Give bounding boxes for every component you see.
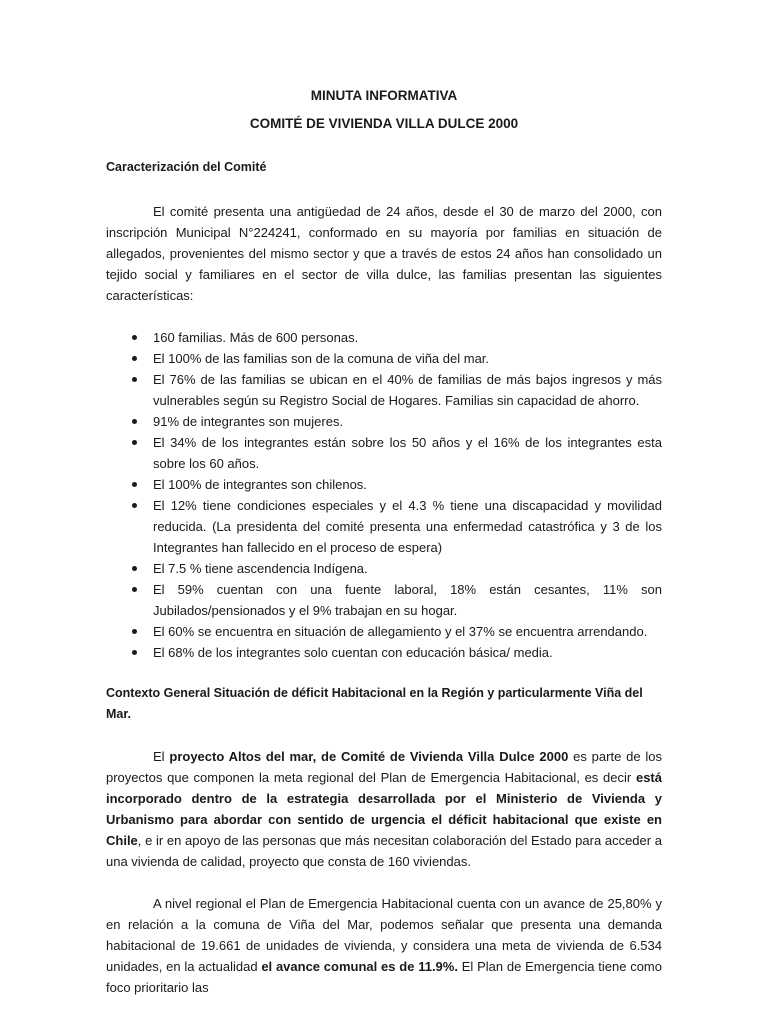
paragraph-text: A nivel regional el Plan de Emergencia Habitacional cuenta con un avance de 25,80% y en relación a la comuna de Viña del Mar, podemos señalar que presenta una demanda habitacional de 19.661 de unidades de vivienda, y considera una meta de vivienda de 6.534 unidades, en la actualidad — [106, 896, 662, 974]
list-item-text: El 59% cuentan con una fuente laboral, 18% están cesantes, 11% son Jubilados/pensionados y el 9% trabajan en su hogar. — [153, 582, 662, 618]
paragraph-text: es parte de los proyectos que componen la meta regional del Plan de Emergencia Habitacional, es decir — [106, 749, 663, 785]
list-item-text: El 68% de los integrantes solo cuentan con educación básica/ media. — [153, 645, 553, 660]
list-item-text: El 7.5 % tiene ascendencia Indígena. — [153, 561, 368, 576]
list-item — [106, 474, 662, 495]
bullet-icon — [132, 356, 137, 361]
list-item-text: El 100% de integrantes son chilenos. — [153, 477, 367, 492]
list-item — [106, 558, 662, 579]
bullet-icon — [132, 503, 137, 508]
paragraph-bold-text: está incorporado dentro de la estrategia desarrollada por el Ministerio de Vivienda y Urbanismo para abordar con sentido de urgencia el déficit habitacional que existe en Chile — [106, 770, 662, 848]
section-paragraph-proyecto — [106, 746, 662, 872]
list-item-text: 91% de integrantes son mujeres. — [153, 414, 344, 429]
bullet-icon — [132, 335, 137, 340]
paragraph-text: El Plan de Emergencia tiene como foco prioritario las — [106, 959, 662, 995]
section-heading-contexto: Contexto General Situación de déficit Habitacional en la Región y particularmente Viña del Mar. — [106, 686, 643, 721]
list-item-text: El 12% tiene condiciones especiales y el 4.3 % tiene una discapacidad y movilidad reducida. (La presidenta del comité presenta una enfermedad catastrófica y 3 de los Integrantes han fallecido en el proceso de espera) — [153, 498, 662, 555]
list-item-text: El 76% de las familias se ubican en el 40% de familias de más bajos ingresos y más vulnerables según su Registro Social de Hogares. Familias sin capacidad de ahorro. — [153, 372, 662, 408]
list-item — [106, 642, 662, 663]
list-item — [106, 348, 662, 369]
paragraph-bold-text: proyecto Altos del mar, de Comité de Vivienda Villa Dulce 2000 — [169, 749, 569, 764]
paragraph-bold-text: el avance comunal es de 11.9%. — [261, 959, 458, 974]
bullet-icon — [132, 440, 137, 445]
section-heading-caracterizacion: Caracterización del Comité — [106, 160, 267, 174]
list-item — [106, 621, 662, 642]
paragraph-text: , e ir en apoyo de las personas que más necesitan colaboración del Estado para acceder a una vivienda de calidad, proyecto que consta de 160 viviendas. — [106, 833, 662, 869]
list-item-text: 160 familias. Más de 600 personas. — [153, 330, 359, 345]
list-item — [106, 327, 662, 348]
bullet-icon — [132, 377, 137, 382]
section-paragraph-avance — [106, 893, 662, 998]
list-item — [106, 432, 662, 474]
document-title: MINUTA INFORMATIVA — [310, 88, 458, 103]
list-item — [106, 411, 662, 432]
bullet-icon — [132, 629, 137, 634]
document-subtitle: COMITÉ DE VIVIENDA VILLA DULCE 2000 — [249, 116, 519, 131]
list-item-text: El 100% de las familias son de la comuna de viña del mar. — [153, 351, 490, 366]
bullet-icon — [132, 650, 137, 655]
paragraph-text: El — [153, 749, 170, 764]
list-item — [106, 495, 662, 558]
bullet-icon — [132, 566, 137, 571]
bullet-icon — [132, 587, 137, 592]
list-item-text: El 34% de los integrantes están sobre los 50 años y el 16% de los integrantes esta sobre los 60 años. — [153, 435, 662, 471]
bullet-icon — [132, 482, 137, 487]
list-item-text: El 60% se encuentra en situación de allegamiento y el 37% se encuentra arrendando. — [153, 624, 648, 639]
document-body — [106, 86, 662, 998]
characteristics-list — [106, 327, 662, 663]
bullet-icon — [132, 419, 137, 424]
section-paragraph-caracterizacion: El comité presenta una antigüedad de 24 años, desde el 30 de marzo del 2000, con inscripción Municipal N°224241, conformado en su mayoría por familias en situación de allegados, provenientes del mismo sector y que a través de estos 24 años han consolidado un tejido social y familiares en el sector de villa dulce, las familias presentan las siguientes características: — [106, 204, 662, 303]
list-item — [106, 579, 662, 621]
list-item — [106, 369, 662, 411]
